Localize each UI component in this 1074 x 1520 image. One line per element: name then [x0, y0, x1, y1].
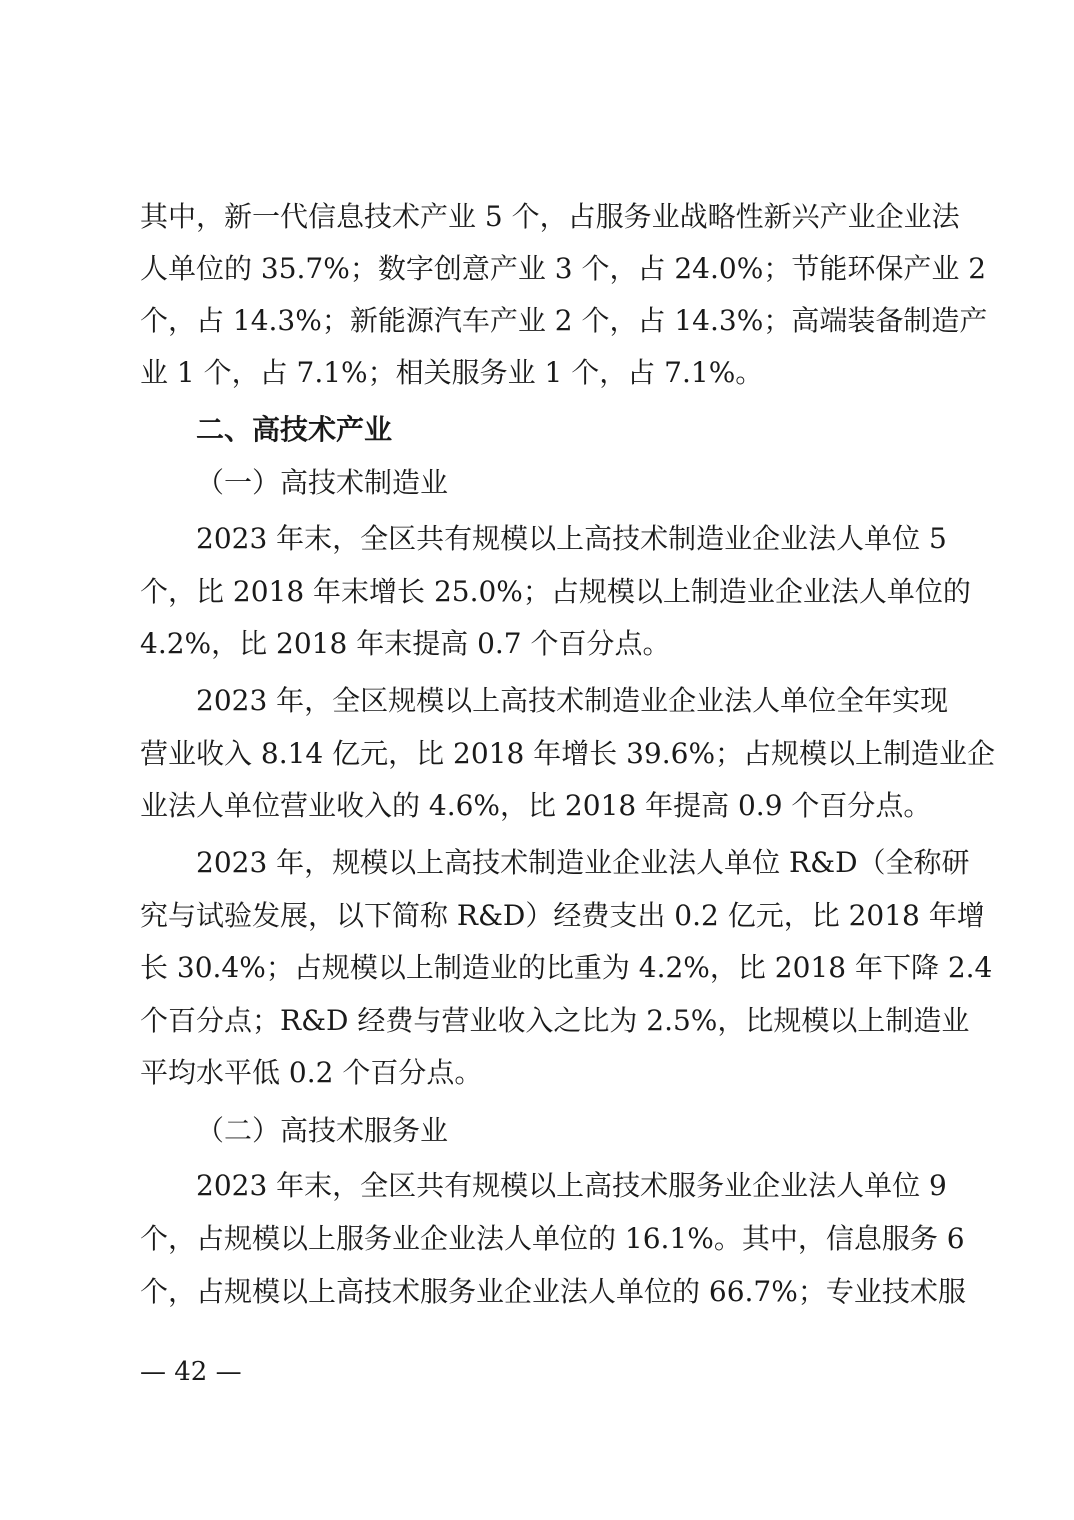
paragraph-line: 业法人单位营业收入的 4.6%，比 2018 年提高 0.9 个百分点。: [140, 789, 932, 822]
paragraph-line: 2023 年末，全区共有规模以上高技术服务业企业法人单位 9: [196, 1169, 947, 1202]
paragraph-line: 个，占 14.3%；新能源汽车产业 2 个，占 14.3%；高端装备制造产: [140, 304, 988, 337]
paragraph-line: 人单位的 35.7%；数字创意产业 3 个，占 24.0%；节能环保产业 2: [140, 252, 987, 285]
paragraph-line: 2023 年，全区规模以上高技术制造业企业法人单位全年实现: [196, 684, 949, 717]
subsection-heading: （一）高技术制造业: [196, 466, 449, 499]
page-number: — 42 —: [140, 1357, 242, 1387]
subsection-heading: （二）高技术服务业: [196, 1114, 449, 1147]
paragraph-line: 长 30.4%；占规模以上制造业的比重为 4.2%，比 2018 年下降 2.4: [140, 951, 993, 984]
paragraph-line: 个，占规模以上高技术服务业企业法人单位的 66.7%；专业技术服: [140, 1275, 966, 1308]
section-heading: 二、高技术产业: [196, 413, 393, 446]
paragraph-line: 2023 年，规模以上高技术制造业企业法人单位 R&D（全称研: [196, 846, 970, 879]
paragraph-line: 营业收入 8.14 亿元，比 2018 年增长 39.6%；占规模以上制造业企: [140, 737, 996, 770]
paragraph-line: 个百分点；R&D 经费与营业收入之比为 2.5%，比规模以上制造业: [140, 1004, 970, 1037]
paragraph-line: 究与试验发展，以下简称 R&D）经费支出 0.2 亿元，比 2018 年增: [140, 899, 985, 932]
paragraph-line: 个，比 2018 年末增长 25.0%；占规模以上制造业企业法人单位的: [140, 575, 971, 608]
paragraph-line: 业 1 个，占 7.1%；相关服务业 1 个，占 7.1%。: [140, 356, 764, 389]
paragraph-line: 其中，新一代信息技术产业 5 个，占服务业战略性新兴产业企业法: [140, 200, 960, 233]
paragraph-line: 平均水平低 0.2 个百分点。: [140, 1056, 483, 1089]
paragraph-line: 4.2%，比 2018 年末提高 0.7 个百分点。: [140, 627, 671, 660]
paragraph-line: 2023 年末，全区共有规模以上高技术制造业企业法人单位 5: [196, 522, 947, 555]
paragraph-line: 个，占规模以上服务业企业法人单位的 16.1%。其中，信息服务 6: [140, 1222, 965, 1255]
